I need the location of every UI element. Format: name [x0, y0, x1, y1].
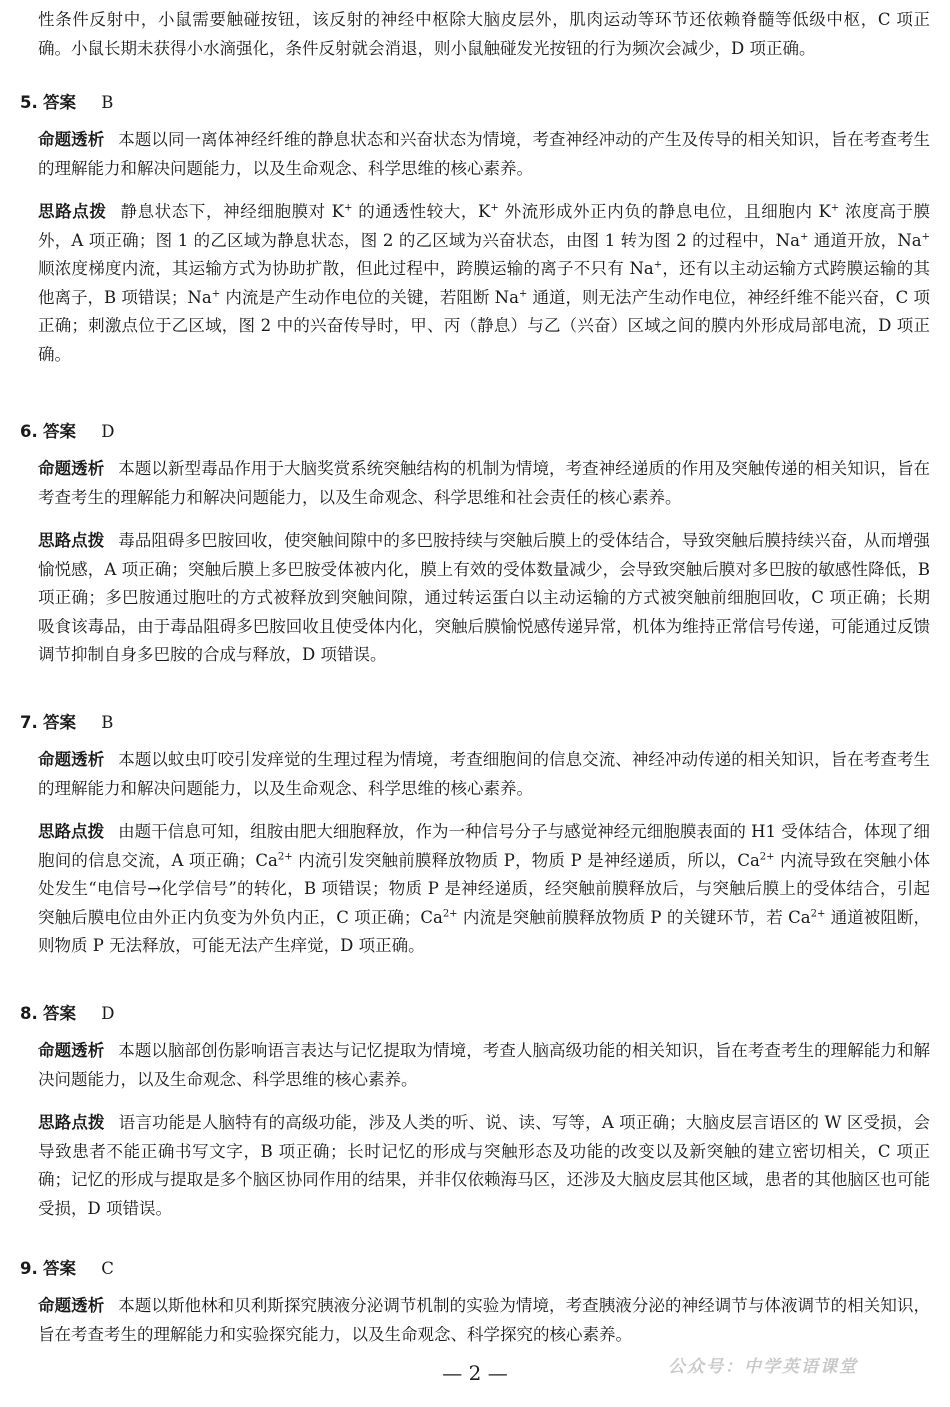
hint-paragraph-q7 [38, 818, 930, 961]
answer-value: D [101, 1004, 115, 1023]
analysis-label: 命题透析 [38, 1041, 105, 1060]
answer-label: 答案 [43, 422, 76, 441]
hint-paragraph-q6 [38, 527, 930, 670]
answer-line-q7 [20, 709, 113, 737]
hint-text: 毒品阻碍多巴胺回收，使突触间隙中的多巴胺持续与突触后膜上的受体结合，导致突触后膜持续兴奋，从而增强愉悦感，A 项正确；突触后膜上多巴胺受体被内化，膜上有效的受体数量减少，会导致突触后膜对多巴胺的敏感性降低，B 项正确；多巴胺通过胞吐的方式被释放到突触间隙，通过转运蛋白以主动运输的方式被突触前细胞回收，C 项正确；长期吸食该毒品，由于毒品阻碍多巴胺回收且使受体内化，突触后膜愉悦感传递异常，机体为维持正常信号传递，可能通过反馈调节抑制自身多巴胺的合成与释放，D 项错误。 [38, 531, 931, 665]
hint-paragraph-q8 [38, 1109, 930, 1223]
analysis-label: 命题透析 [38, 130, 105, 149]
analysis-paragraph-q6 [38, 455, 930, 512]
hint-paragraph-q5 [38, 198, 930, 370]
question-number: 7. [20, 713, 38, 732]
watermark: 公众号：中学英语课堂 [668, 1357, 858, 1377]
analysis-paragraph-q8 [38, 1037, 930, 1094]
analysis-text: 本题以斯他林和贝利斯探究胰液分泌调节机制的实验为情境，考查胰液分泌的神经调节与体液调节的相关知识，旨在考查考生的理解能力和实验探究能力，以及生命观念、科学探究的核心素养。 [38, 1296, 931, 1344]
hint-label: 思路点拨 [38, 822, 105, 841]
page-number: — 2 — [442, 1361, 508, 1385]
analysis-text: 本题以新型毒品作用于大脑奖赏系统突触结构的机制为情境，考查神经递质的作用及突触传递的相关知识，旨在考查考生的理解能力和解决问题能力，以及生命观念、科学思维和社会责任的核心素养。 [38, 459, 931, 507]
analysis-label: 命题透析 [38, 459, 105, 478]
answer-label: 答案 [43, 1004, 76, 1023]
answer-line-q9 [20, 1255, 114, 1283]
hint-label: 思路点拨 [38, 1113, 105, 1132]
analysis-text: 本题以脑部创伤影响语言表达与记忆提取为情境，考查人脑高级功能的相关知识，旨在考查考生的理解能力和解决问题能力，以及生命观念、科学思维的核心素养。 [38, 1041, 931, 1089]
intro-paragraph: 性条件反射中，小鼠需要触碰按钮，该反射的神经中枢除大脑皮层外，肌肉运动等环节还依赖脊髓等低级中枢，C 项正确。小鼠长期未获得小水滴强化，条件反射就会消退，则小鼠触碰发光按钮的行为频次会减少，D 项正确。 [38, 10, 930, 58]
answer-line-q8 [20, 1000, 114, 1028]
analysis-text: 本题以蚊虫叮咬引发痒觉的生理过程为情境，考查细胞间的信息交流、神经冲动传递的相关知识，旨在考查考生的理解能力和解决问题能力，以及生命观念、科学思维的核心素养。 [38, 750, 931, 798]
answer-value: B [101, 713, 114, 732]
question-number: 6. [20, 422, 38, 441]
question-number: 9. [20, 1259, 38, 1278]
analysis-paragraph-q7 [38, 746, 930, 803]
answer-label: 答案 [43, 93, 76, 112]
answer-line-q6 [20, 418, 114, 446]
answer-label: 答案 [43, 713, 76, 732]
answer-value: D [101, 422, 115, 441]
answer-line-q5 [20, 89, 113, 117]
answer-value: B [101, 93, 114, 112]
hint-label: 思路点拨 [38, 531, 105, 550]
hint-text: 静息状态下，神经细胞膜对 K+ 的通透性较大，K+ 外流形成外正内负的静息电位，且细胞内 K+ 浓度高于膜外，A 项正确；图 1 的乙区域为静息状态，图 2 的乙区域为兴奋状态，由图 1 转为图 2 的过程中，Na+ 通道开放，Na+ 顺浓度梯度内流，其运输方式为协助扩散，但此过程中，跨膜运输的离子不只有 Na+，还有以主动运输方式跨膜运输的其他离子，B 项错误；Na+ 内流是产生动作电位的关键，若阻断 Na+ 通道，则无法产生动作电位，神经纤维不能兴奋，C 项正确；刺激点位于乙区域，图 2 中的兴奋传导时，甲、丙（静息）与乙（兴奋）区域之间的膜内外形成局部电流，D 项正确。 [38, 202, 930, 364]
analysis-paragraph-q9 [38, 1292, 930, 1349]
hint-text: 语言功能是人脑特有的高级功能，涉及人类的听、说、读、写等，A 项正确；大脑皮层言语区的 W 区受损，会导致患者不能正确书写文字，B 项正确；长时记忆的形成与突触形态及功能的改变以及新突触的建立密切相关，C 项正确；记忆的形成与提取是多个脑区协同作用的结果，并非仅依赖海马区，还涉及大脑皮层其他区域，患者的其他脑区也可能受损，D 项错误。 [38, 1113, 930, 1218]
answer-label: 答案 [43, 1259, 76, 1278]
analysis-label: 命题透析 [38, 1296, 105, 1315]
question-number: 8. [20, 1004, 38, 1023]
analysis-text: 本题以同一离体神经纤维的静息状态和兴奋状态为情境，考查神经冲动的产生及传导的相关知识，旨在考查考生的理解能力和解决问题能力，以及生命观念、科学思维的核心素养。 [38, 130, 931, 178]
hint-label: 思路点拨 [38, 202, 107, 221]
answer-value: C [101, 1259, 114, 1278]
question-number: 5. [20, 93, 38, 112]
analysis-paragraph-q5 [38, 126, 930, 183]
hint-text: 由题干信息可知，组胺由肥大细胞释放，作为一种信号分子与感觉神经元细胞膜表面的 H1 受体结合，体现了细胞间的信息交流，A 项正确；$Ca^{2+}$ 内流引发突触前膜释放物质 P，物质 P 是神经递质，所以，$Ca^{2+}$ 内流导致在突触小体处发生“电信号→化学信号”的转化，B 项错误；物质 P 是神经递质，经突触前膜释放后，与突触后膜上的受体结合，引起突触后膜电位由外正内负变为外负内正，C 项正确；$Ca^{2+}$ 内流是突触前膜释放物质 P 的关键环节，若 $Ca^{2+}$ 通道被阻断，则物质 P 无法释放，可能无法产生痒觉，D 项正确。 [38, 822, 930, 956]
analysis-label: 命题透析 [38, 750, 105, 769]
